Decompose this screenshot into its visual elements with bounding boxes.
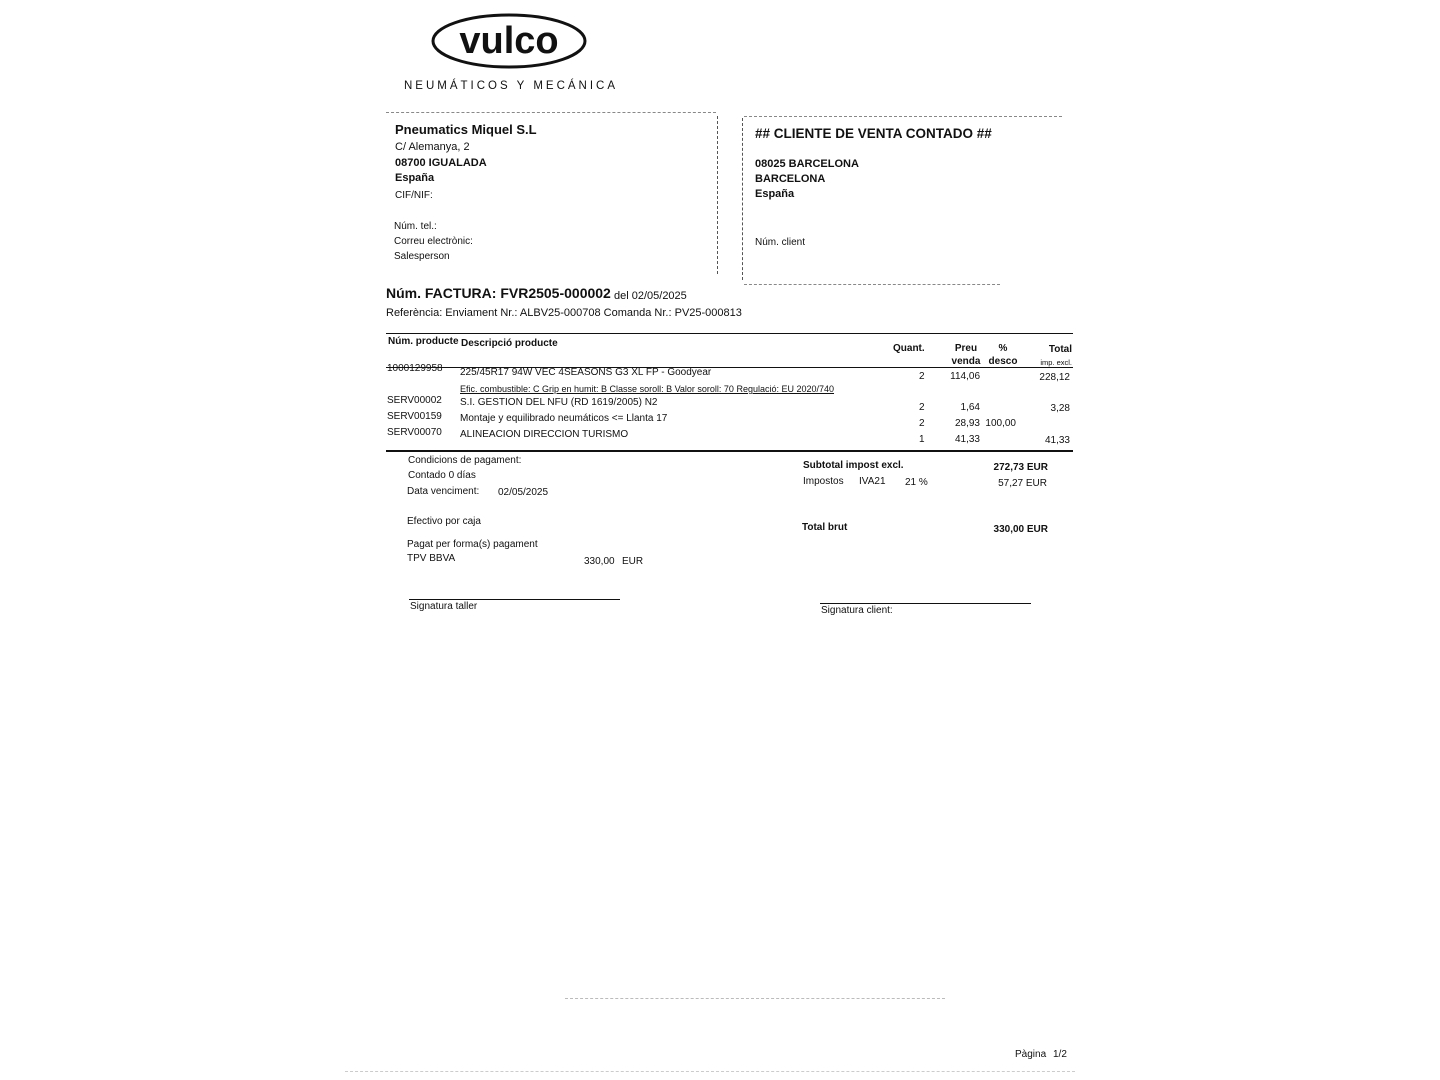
col-total-line1: Total: [1048, 344, 1072, 355]
seller-email-label: Correu electrònic:: [394, 236, 473, 247]
customer-country: España: [755, 188, 795, 200]
invoice-date: del 02/05/2025: [614, 290, 687, 302]
col-discount-line2: desco: [988, 356, 1018, 367]
col-price: [950, 342, 982, 368]
row4-total: 41,33: [1044, 435, 1070, 446]
payment-method-amount: 330,00: [584, 556, 615, 567]
brand-tagline: NEUMÁTICOS Y MECÁNICA: [404, 80, 619, 92]
row1-price: 114,06: [950, 371, 980, 382]
tax-value: 57,27 EUR: [998, 478, 1047, 489]
payment-conditions-label: Condicions de pagament:: [408, 455, 522, 466]
invoice-reference: Referència: Enviament Nr.: ALBV25-000708 Comanda Nr.: PV25-000813: [386, 307, 742, 319]
customer-name: ## CLIENTE DE VENTA CONTADO ##: [755, 126, 992, 141]
row3-desc: Montaje y equilibrado neumáticos <= Llanta 17: [460, 413, 668, 424]
row1-qty: 2: [919, 371, 925, 382]
client-signature-label: Signatura client:: [821, 605, 893, 616]
row1-desc: 225/45R17 94W VEC 4SEASONS G3 XL FP - Goodyear: [460, 367, 712, 378]
client-signature-line: [820, 603, 1031, 604]
table-top-rule: [386, 333, 1073, 334]
row2-qty: 2: [919, 402, 925, 413]
row1-eco-label: Efic. combustible: C Grip en humit: B Classe soroll: B Valor soroll: 70 Regulació: EU 2020/740: [460, 384, 835, 394]
table-bottom-rule: [386, 450, 1073, 452]
tax-code: IVA21: [859, 476, 886, 487]
col-discount: [988, 342, 1018, 368]
payment-method-currency: EUR: [622, 556, 644, 567]
page-bottom-edge: [345, 1071, 1075, 1072]
row2-price: 1,64: [960, 402, 980, 413]
col-total: [1034, 343, 1072, 369]
row3-price: 28,93: [954, 418, 980, 429]
customer-box-left: [742, 118, 743, 280]
vulco-logo: [430, 12, 588, 70]
col-price-line2: venda: [951, 356, 981, 367]
row1-total: 228,12: [1039, 372, 1070, 383]
customer-box-top: [744, 116, 1062, 117]
tax-rate: 21 %: [905, 477, 928, 488]
workshop-signature-label: Signatura taller: [410, 601, 478, 612]
row3-discount: 100,00: [985, 418, 1016, 429]
row4-desc: ALINEACION DIRECCION TURISMO: [460, 429, 629, 440]
workshop-signature-line: [409, 599, 620, 600]
payment-due-label: Data venciment:: [407, 486, 480, 497]
seller-box-top: [386, 112, 716, 113]
col-price-line1: Preu: [954, 343, 978, 354]
seller-tel-label: Núm. tel.:: [394, 221, 437, 232]
customer-city-zip: 08025 BARCELONA: [755, 158, 859, 170]
seller-name: Pneumatics Miquel S.L: [395, 122, 537, 137]
taxes-label: Impostos: [803, 476, 844, 487]
seller-box-divider: [717, 116, 718, 274]
row1-code: 1000129958: [387, 363, 443, 374]
logo-wordmark: vulco: [459, 20, 559, 62]
page-label: Pàgina: [1015, 1049, 1047, 1060]
row4-qty: 1: [919, 434, 925, 445]
seller-country: España: [395, 172, 435, 184]
row2-code: SERV00002: [387, 395, 442, 406]
gross-total-label: Total brut: [802, 522, 848, 533]
subtotal-label: Subtotal impost excl.: [803, 460, 904, 471]
row3-qty: 2: [919, 418, 925, 429]
customer-province: BARCELONA: [755, 173, 826, 185]
seller-city: 08700 IGUALADA: [395, 157, 487, 169]
page-number: 1/2: [1053, 1049, 1067, 1060]
row2-total: 3,28: [1050, 403, 1070, 414]
col-product-no: Núm. producte: [388, 336, 459, 347]
row4-price: 41,33: [954, 434, 980, 445]
payment-method: TPV BBVA: [407, 553, 456, 564]
seller-cif-label: CIF/NIF:: [395, 190, 433, 201]
col-description: Descripció producte: [461, 338, 558, 349]
seller-salesperson-label: Salesperson: [394, 251, 450, 262]
scan-artifact-line: [565, 998, 945, 999]
subtotal-value: 272,73 EUR: [993, 462, 1048, 473]
col-total-line2-text: imp. excl.: [1040, 358, 1072, 367]
seller-address: C/ Alemanya, 2: [395, 141, 470, 153]
payment-paid-label: Pagat per forma(s) pagament: [407, 539, 538, 550]
customer-box-bottom: [744, 284, 1000, 285]
payment-due-value: 02/05/2025: [498, 487, 549, 498]
payment-conditions-value: Contado 0 días: [408, 470, 476, 481]
customer-client-label: Núm. client: [755, 237, 806, 248]
invoice-number: Núm. FACTURA: FVR2505-000002: [386, 285, 611, 301]
col-qty: Quant.: [893, 343, 925, 354]
gross-total-value: 330,00 EUR: [993, 524, 1048, 535]
row3-code: SERV00159: [387, 411, 442, 422]
row2-desc: S.I. GESTION DEL NFU (RD 1619/2005) N2: [460, 397, 658, 408]
row4-code: SERV00070: [387, 427, 442, 438]
col-discount-line1: %: [998, 343, 1008, 354]
payment-cash-label: Efectivo por caja: [407, 516, 481, 527]
